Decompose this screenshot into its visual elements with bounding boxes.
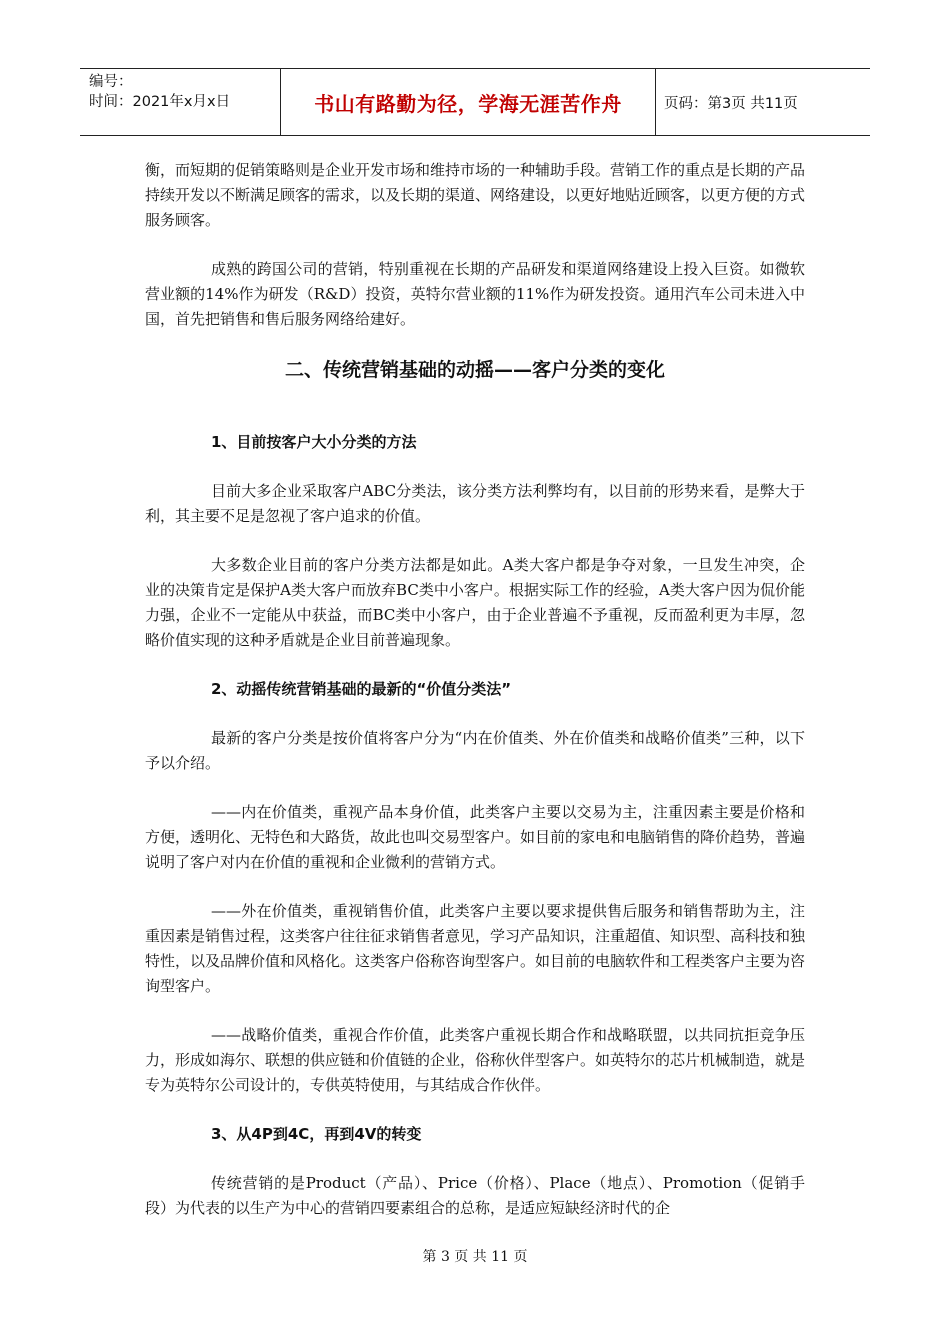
subsection-title: 1、目前按客户大小分类的方法 bbox=[211, 433, 417, 451]
serial-label: 编号： bbox=[89, 74, 133, 90]
paragraph: 成熟的跨国公司的营销，特别重视在长期的产品研发和渠道网络建设上投入巨资。如微软营业额的14%作为研发（R&D）投资，英特尔营业额的11%作为研发投资。通用汽车公司未进入中国，首先把销售和售后服务网络给建好。 bbox=[145, 260, 805, 328]
header-page-info: 页码：第3页 共11页 bbox=[664, 95, 798, 112]
paragraph: ——战略价值类，重视合作价值，此类客户重视长期合作和战略联盟，以共同抗拒竞争压力，形成如海尔、联想的供应链和价值链的企业，俗称伙伴型客户。如英特尔的芯片机械制造，就是专为英特尔公司设计的，专供英特使用，与其结成合作伙伴。 bbox=[145, 1026, 806, 1094]
document-body bbox=[145, 158, 805, 1245]
header-meta bbox=[80, 69, 281, 135]
paragraph: 最新的客户分类是按价值将客户分为“内在价值类、外在价值类和战略价值类”三种，以下予以介绍。 bbox=[145, 729, 805, 772]
paragraph: 衡，而短期的促销策略则是企业开发市场和维持市场的一种辅助手段。营销工作的重点是长期的产品持续开发以不断满足顾客的需求，以及长期的渠道、网络建设，以更好地贴近顾客，以更方便的方式服务顾客。 bbox=[145, 161, 806, 229]
subsection-title: 2、动摇传统营销基础的最新的“价值分类法” bbox=[211, 680, 512, 698]
page-header bbox=[80, 68, 870, 136]
paragraph: 目前大多企业采取客户ABC分类法，该分类方法利弊均有，以目前的形势来看，是弊大于利，其主要不足是忽视了客户追求的价值。 bbox=[145, 482, 805, 525]
paragraph: ——外在价值类，重视销售价值，此类客户主要以要求提供售后服务和销售帮助为主，注重因素是销售过程，这类客户往往征求销售者意见，学习产品知识，注重超值、知识型、高科技和独特性，以及品牌价值和风格化。这类客户俗称咨询型客户。如目前的电脑软件和工程类客户主要为咨询型客户。 bbox=[145, 902, 806, 995]
paragraph: 大多数企业目前的客户分类方法都是如此。A类大客户都是争夺对象，一旦发生冲突，企业的决策肯定是保护A类大客户而放弃BC类中小客户。根据实际工作的经验，A类大客户因为侃价能力强，企业不一定能从中获益，而BC类中小客户，由于企业普遍不予重视，反而盈利更为丰厚，忽略价值实现的这种矛盾就是企业目前普遍现象。 bbox=[145, 556, 805, 649]
subsection-title: 3、从4P到4C，再到4V的转变 bbox=[211, 1125, 422, 1143]
section-title: 二、传统营销基础的动摇——客户分类的变化 bbox=[284, 359, 665, 381]
date-label: 时间：2021年x月x日 bbox=[89, 94, 231, 110]
paragraph: ——内在价值类，重视产品本身价值，此类客户主要以交易为主，注重因素主要是价格和方便，透明化、无特色和大路货，故此也叫交易型客户。如目前的家电和电脑销售的降价趋势，普遍说明了客户对内在价值的重视和企业微利的营销方式。 bbox=[145, 803, 806, 871]
header-motto: 书山有路勤为径，学海无涯苦作舟 bbox=[281, 69, 656, 135]
paragraph: 传统营销的是Product（产品）、Price（价格）、Place（地点）、Promotion（促销手段）为代表的以生产为中心的营销四要素组合的总称，是适应短缺经济时代的企 bbox=[145, 1174, 805, 1217]
page-footer: 第 3 页 共 11 页 bbox=[422, 1249, 528, 1265]
